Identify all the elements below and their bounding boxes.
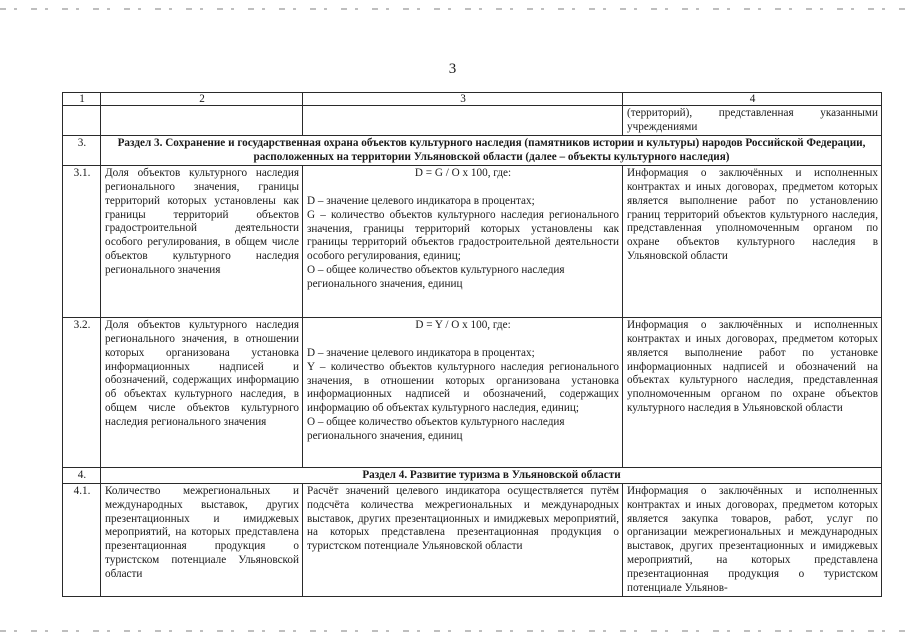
table-row xyxy=(63,165,882,317)
variable-definition: D – значение целевого индикатора в процентах; xyxy=(307,346,535,359)
variable-definition: O – общее количество объектов культурного наследия регионального значения, единиц xyxy=(307,416,565,443)
row-number: 3.1. xyxy=(63,165,101,317)
table-row xyxy=(63,106,882,136)
formula: D = Y / O x 100, где: xyxy=(415,318,511,331)
section-row xyxy=(63,467,882,483)
variable-definition: Y – количество объектов культурного наследия регионального значения, в отношении которых организована установка информационных надписей и обозначений, содержащих информацию об объектах культурного наследия, единиц; xyxy=(307,360,619,415)
header-cell: 2 xyxy=(101,93,303,106)
data-source: Информация о заключённых и исполненных контрактах и иных договорах, предметом которых является закупка товаров, работ, услуг по организации межрегиональных и международных выставок, других презентационных и имиджевых мероприятий, на которых представлена презентационная продукция о туристском потенциале Ульянов- xyxy=(623,483,882,596)
scan-edge-bottom xyxy=(0,630,905,632)
row-number: 4.1. xyxy=(63,483,101,596)
table-row xyxy=(63,317,882,467)
section-title: Раздел 3. Сохранение и государственная охрана объектов культурного наследия (памятников истории и культуры) народов Российской Федерации, расположенных на территории Ульяновской области (далее – объекты культурного наследия) xyxy=(101,136,882,166)
table-header-row xyxy=(63,93,882,106)
scan-edge-top xyxy=(0,8,905,10)
variable-definition: O – общее количество объектов культурного наследия регионального значения, единиц xyxy=(307,264,565,291)
row-number: 3. xyxy=(63,136,101,166)
header-cell: 1 xyxy=(63,93,101,106)
header-cell: 4 xyxy=(623,93,882,106)
section-row xyxy=(63,136,882,166)
calculation-method: Расчёт значений целевого индикатора осуществляется путём подсчёта количества межрегиональных и международных выставок, других презентационных и имиджевых мероприятий, на которых представлена презентационная продукция о туристском потенциале Ульяновской области xyxy=(303,483,623,596)
page-number: 3 xyxy=(448,61,457,77)
header-cell: 3 xyxy=(303,93,623,106)
indicator-name: Доля объектов культурного наследия регионального значения, в отношении которых организована установка информационных надписей и обозначений, содержащих информацию об объектах культурного наследия, в общем числе объектов культурного наследия регионального значения xyxy=(101,317,303,467)
section-title: Раздел 4. Развитие туризма в Ульяновской области xyxy=(101,467,882,483)
empty-cell xyxy=(303,106,623,136)
row-number: 4. xyxy=(63,467,101,483)
indicators-table xyxy=(62,92,882,597)
source-continuation: (территорий), представленная указанными учреждениями xyxy=(623,106,882,136)
data-source: Информация о заключённых и исполненных контрактах и иных договорах, предметом которых является выполнение работ по установлению границ территорий объектов культурного наследия, представленная уполномоченным органом по охране объектов культурного наследия в Ульяновской области xyxy=(623,165,882,317)
row-number: 3.2. xyxy=(63,317,101,467)
calculation-method xyxy=(303,165,623,317)
calculation-method xyxy=(303,317,623,467)
data-source: Информация о заключённых и исполненных контрактах и иных договорах, предметом которых является выполнение работ по установке информационных надписей и обозначений на объектах культурного наследия, представленная уполномоченным органом по охране объектов культурного наследия в Ульяновской области xyxy=(623,317,882,467)
formula: D = G / O x 100, где: xyxy=(414,166,512,179)
indicator-name: Доля объектов культурного наследия регионального значения, границы территорий которых установлены как границы территорий объектов градостроительной деятельности особого регулирования, в общем числе объектов культурного наследия регионального значения xyxy=(101,165,303,317)
variable-definition: G – количество объектов культурного наследия регионального значения, границы территорий которых установлены как границы территорий объектов градостроительной деятельности особого регулирования, единиц; xyxy=(307,208,619,263)
empty-cell xyxy=(101,106,303,136)
indicator-name: Количество межрегиональных и международных выставок, других презентационных и имиджевых мероприятий, на которых представлена презентационная продукция о туристском потенциале Ульяновской области xyxy=(101,483,303,596)
variable-definition: D – значение целевого индикатора в процентах; xyxy=(307,194,535,207)
empty-cell xyxy=(63,106,101,136)
table-row xyxy=(63,483,882,596)
